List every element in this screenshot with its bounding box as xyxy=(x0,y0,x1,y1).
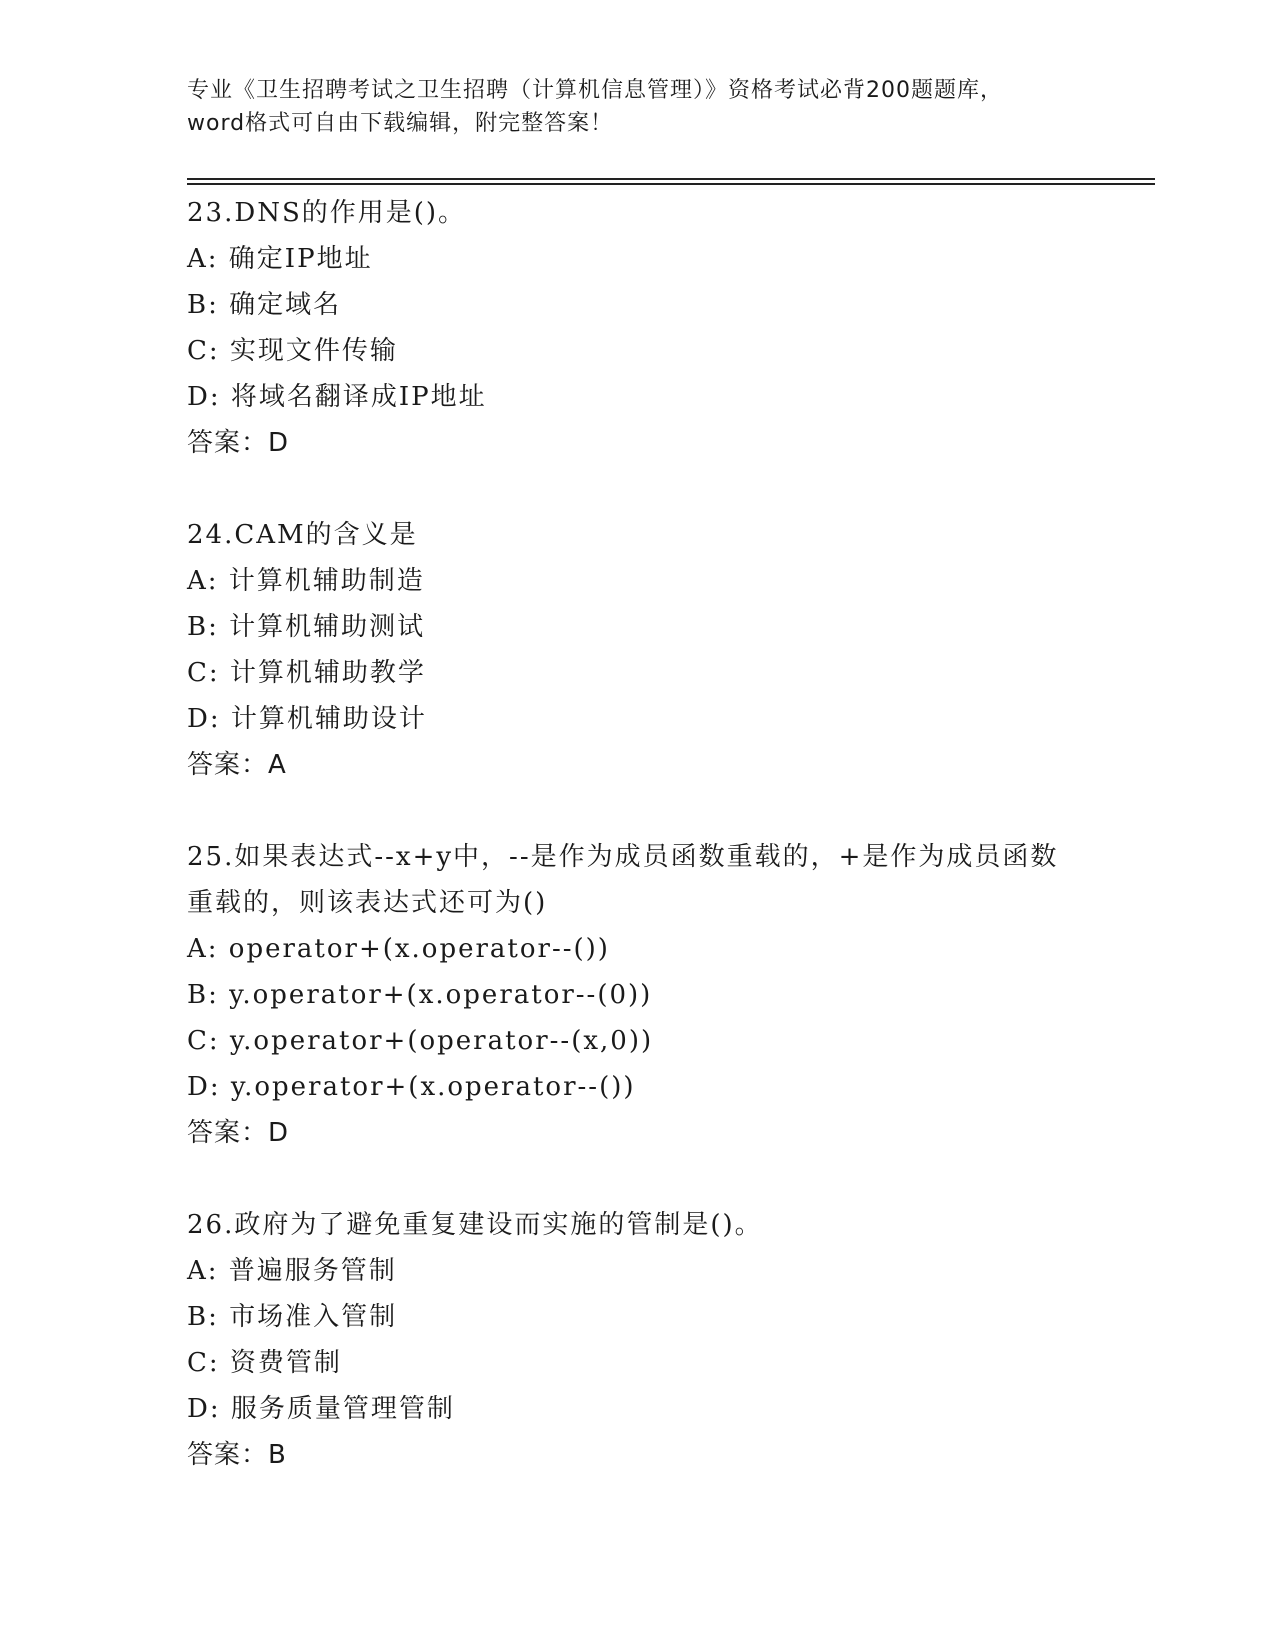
question-26 xyxy=(187,1202,1147,1478)
question-list xyxy=(187,190,1147,1524)
option-c: C: y.operator+(operator--(x,0)) xyxy=(187,1026,654,1056)
option-b: B: 确定域名 xyxy=(187,290,342,320)
header-line-1: 专业《卫生招聘考试之卫生招聘（计算机信息管理）》资格考试必背200题题库， xyxy=(187,78,1003,103)
option-d: D: 服务质量管理管制 xyxy=(187,1394,455,1424)
option-d: D: 计算机辅助设计 xyxy=(187,704,427,734)
answer: 答案：D xyxy=(187,428,290,458)
option-a: A: 计算机辅助制造 xyxy=(187,566,425,596)
option-c: C: 计算机辅助教学 xyxy=(187,658,426,688)
option-b: B: y.operator+(x.operator--(0)) xyxy=(187,980,653,1010)
answer: 答案：B xyxy=(187,1440,287,1470)
answer: 答案：A xyxy=(187,750,287,780)
option-a: A: operator+(x.operator--()) xyxy=(187,934,610,964)
question-23 xyxy=(187,190,1147,466)
answer: 答案：D xyxy=(187,1118,290,1148)
question-text: 24.CAM的含义是 xyxy=(187,520,418,550)
option-c: C: 实现文件传输 xyxy=(187,336,398,366)
question-24 xyxy=(187,512,1147,788)
option-b: B: 市场准入管制 xyxy=(187,1302,398,1332)
question-25 xyxy=(187,834,1147,1156)
option-d: D: y.operator+(x.operator--()) xyxy=(187,1072,636,1102)
question-text-line-2: 重载的，则该表达式还可为() xyxy=(187,888,548,918)
question-text: 23.DNS的作用是()。 xyxy=(187,198,467,228)
header-divider-top xyxy=(187,178,1155,180)
option-a: A: 确定IP地址 xyxy=(187,244,373,274)
header-line-2: word格式可自由下载编辑，附完整答案！ xyxy=(187,111,614,136)
question-text-line-1: 25.如果表达式--x+y中，--是作为成员函数重载的，+是作为成员函数 xyxy=(187,842,1059,872)
option-c: C: 资费管制 xyxy=(187,1348,342,1378)
option-d: D: 将域名翻译成IP地址 xyxy=(187,382,487,412)
header-divider-bottom xyxy=(187,183,1155,185)
document-header xyxy=(187,74,1087,140)
question-text: 26.政府为了避免重复建设而实施的管制是()。 xyxy=(187,1210,763,1240)
option-a: A: 普遍服务管制 xyxy=(187,1256,397,1286)
option-b: B: 计算机辅助测试 xyxy=(187,612,426,642)
